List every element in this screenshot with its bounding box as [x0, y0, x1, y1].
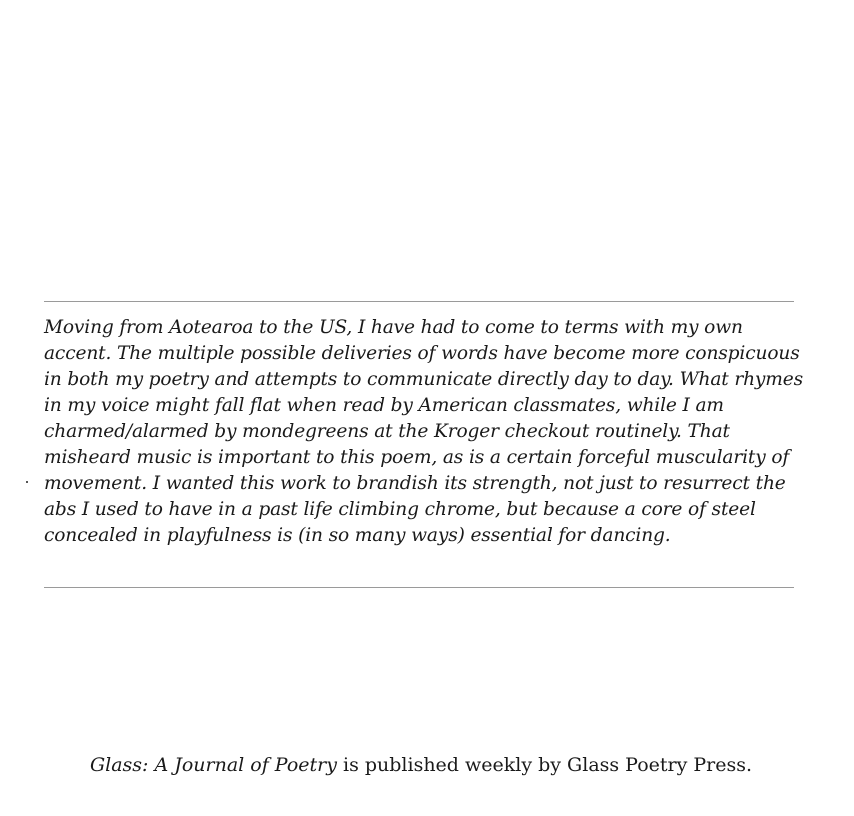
journal-title: Glass: A Journal of Poetry: [89, 754, 337, 776]
bottom-divider: [44, 587, 794, 588]
publication-footer: [0, 752, 842, 778]
footer-publisher-text: is published weekly by Glass Poetry Press.: [336, 754, 753, 776]
author-statement: Moving from Aotearoa to the US, I have had to come to terms with my own accent. The multiple possible deliveries of words have become more conspicuous in both my poetry and attempts to communicate directly day to day. What rhymes in my voice might fall flat when read by American classmates, while I am charmed/alarmed by mondegreens at the Kroger checkout routinely. That misheard music is important to this poem, as is a certain forceful muscularity of movement. I wanted this work to brandish its strength, not just to resurrect the abs I used to have in a past life climbing chrome, but because a core of steel concealed in playfulness is (in so many ways) essential for dancing.: [44, 317, 804, 546]
top-divider: [44, 301, 794, 302]
stray-dot-mark: [26, 481, 28, 483]
